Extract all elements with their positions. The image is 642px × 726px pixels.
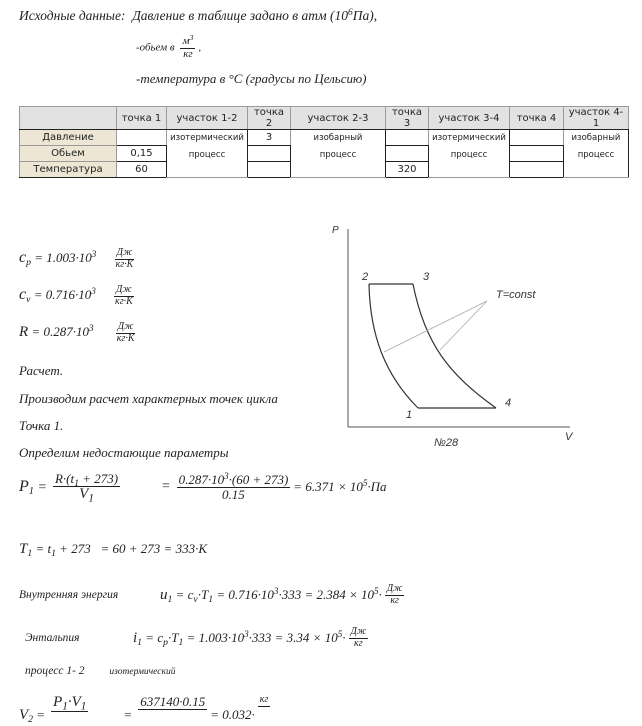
table-header-row [20, 107, 629, 130]
cell-point3[interactable] [386, 146, 429, 162]
constant-cv: $c_v = 0.716\cdot 10^3$ $\frac{Дж}{кг\cdot K}$ [19, 284, 133, 307]
enthalpy-label: Энтальпия [25, 632, 80, 644]
col-header-segment12: участок 1-2 [167, 107, 248, 130]
cell-point2[interactable] [248, 162, 291, 178]
formula-u1: Внутренняя энергия $u_1 = c_v\cdot T_1 = 0.716\cdot 10^3\cdot 333 = 2.384 \times 10^5\cdot$ $\frac{Дж}{кг}$ [19, 583, 403, 606]
col-header-point3: точка 3 [386, 107, 429, 130]
process-type: изотермический [109, 667, 176, 677]
col-header-segment23: участок 2-3 [291, 107, 386, 130]
point-label-1: 1 [406, 409, 413, 421]
leader-line [384, 301, 487, 352]
t-const-label: T=const [496, 289, 536, 301]
col-header-segment41: участок 4-1 [564, 107, 629, 130]
internal-energy-label: Внутренняя энергия [19, 589, 119, 601]
cell-point4[interactable] [510, 146, 564, 162]
v-axis-label: V [565, 431, 573, 443]
cell-point1[interactable]: 0,15 [117, 146, 167, 162]
pv-diagram [320, 215, 580, 455]
cell-point3[interactable] [386, 130, 429, 146]
col-header-point1: точка 1 [117, 107, 167, 130]
process-segment23: изобарный процесс [291, 130, 386, 178]
formula-t1: $T_1 = t_1 + 273$ = 60 + 273 = 333·K [19, 541, 208, 559]
source-data-label: Исходные данные: [19, 8, 126, 23]
raschet-heading: Расчет. [19, 363, 64, 378]
row-label: Температура [20, 162, 117, 178]
point-label-3: 3 [423, 271, 430, 283]
leader-line [440, 301, 487, 350]
point1-heading: Точка 1. [19, 418, 64, 433]
cell-point1[interactable]: 60 [117, 162, 167, 178]
intro-text: Производим расчет характерных точек цикла [19, 391, 278, 406]
process-segment41: изобарный процесс [564, 130, 629, 178]
cell-point3[interactable]: 320 [386, 162, 429, 178]
row-label: Давление [20, 130, 117, 146]
col-header-point2: точка 2 [248, 107, 291, 130]
process-segment12: изотермический процесс [167, 130, 248, 178]
p-axis-label: P [332, 225, 339, 236]
cell-point4[interactable] [510, 162, 564, 178]
isotherm-1-2 [369, 284, 418, 408]
constant-cp: $c_p = 1.003\cdot 10^3$ $\frac{Дж}{кг\cdot K}$ [19, 247, 134, 270]
formula-i1: Энтальпия $i_1 = c_p\cdot T_1 = 1.003\cdot 10^3\cdot 333 = 3.34 \times 10^5\cdot$ $\frac{Дж}{кг}$ [25, 626, 367, 649]
point-label-2: 2 [362, 271, 369, 283]
formula-p1: $P_1$ = $\frac{R\cdot(t_1 + 273)}{V_1}$ = $\frac{0.287\cdot 10^3\cdot(60 + 273)}{0.15}$ = $6.371 \times 10^5\cdot Па$ [19, 471, 387, 505]
cell-point2[interactable] [248, 146, 291, 162]
table-row-pressure [20, 130, 629, 146]
temperature-note: -температура в °C (градусы по Цельсию) [136, 71, 367, 86]
process-segment34: изотермический процесс [429, 130, 510, 178]
formula-v2: $V_2$ = $P_1\cdot V_1$ = 637140·0.15 = 0.032· кг [19, 694, 269, 725]
row-label: Обьем [20, 146, 117, 162]
diagram-caption: №28 [434, 437, 459, 449]
define-text: Определим недостающие параметры [19, 445, 229, 460]
pressure-note: Давление в таблице задано в атм $(10^6Па)$, [132, 7, 378, 23]
col-header-point4: точка 4 [510, 107, 564, 130]
table-corner [20, 107, 117, 130]
cell-point4[interactable] [510, 130, 564, 146]
constant-r: $R = 0.287\cdot 10^3$ $\frac{Дж}{кг\cdot K}$ [19, 321, 135, 344]
col-header-segment34: участок 3-4 [429, 107, 510, 130]
cell-point2[interactable]: 3 [248, 130, 291, 146]
cell-point1[interactable] [117, 130, 167, 146]
volume-note: -обьем в $\frac{м^3}{кг}$ , [136, 32, 202, 60]
process-1-2-label: процесс 1- 2 изотермический [25, 665, 176, 677]
point-label-4: 4 [505, 397, 512, 409]
source-data-header [19, 8, 377, 24]
source-data-table [19, 106, 629, 178]
